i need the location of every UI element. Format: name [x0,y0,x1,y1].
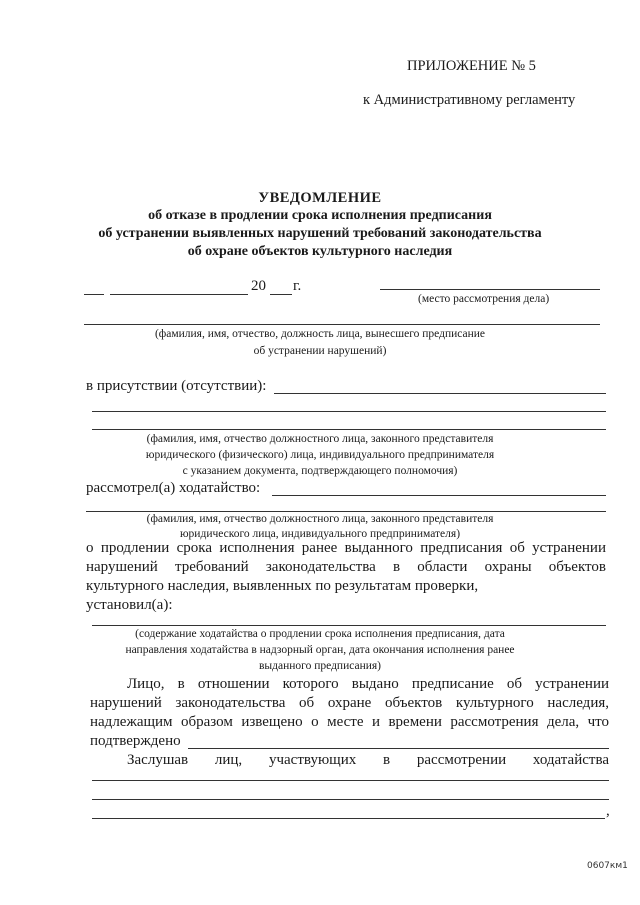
notice-line-2: нарушений законодательства об охране объектов культурного наследия, [90,695,609,711]
extension-line-4: установил(а): [86,597,173,613]
presence-label: в присутствии (отсутствии): [86,378,267,394]
petition-caption-2: юридического лица, индивидуального предпринимателя) [179,528,461,540]
extension-caption-1: (содержание ходатайства о продлении срока исполнения предписания, дата [135,628,505,640]
hearing-line-4[interactable] [92,818,605,819]
extension-caption-2: направления ходатайства в надзорный орган, дата окончания исполнения ранее [125,644,515,656]
official-caption-2: об устранении нарушений) [253,345,387,357]
extension-line-field[interactable] [92,625,606,626]
petition-label: рассмотрел(а) ходатайство: [86,480,261,496]
extension-line-1: о продлении срока исполнения ранее выданного предписания об устранении [86,540,606,556]
notice-confirmed-label: подтверждено [90,733,181,749]
date-year-suffix: г. [293,278,302,294]
extension-caption-3: выданного предписания) [258,660,382,672]
regulation-reference: к Административному регламенту [363,92,576,108]
hearing-comma: , [606,803,610,819]
document-title: УВЕДОМЛЕНИЕ [258,190,382,206]
place-caption: (место рассмотрения дела) [418,293,550,305]
place-line[interactable] [380,289,600,290]
hearing-line-2[interactable] [92,780,609,781]
petition-caption-1: (фамилия, имя, отчество должностного лица, законного представителя [146,513,494,525]
title-line-2: об устранении выявленных нарушений требований законодательства [98,226,542,241]
date-day-line[interactable] [84,294,104,295]
title-line-1: об отказе в продлении срока исполнения предписания [148,208,492,223]
presence-line-1[interactable] [274,393,606,394]
notice-line-3: надлежащим образом извещено о месте и времени рассмотрения дела, что [90,714,609,730]
official-line[interactable] [84,324,600,325]
date-year-prefix: 20 [251,278,266,294]
title-line-3: об охране объектов культурного наследия [187,244,453,259]
official-caption-1: (фамилия, имя, отчество, должность лица, вынесшего предписание [154,328,486,340]
footer-stamp: 0607км1 [587,861,628,871]
presence-line-2[interactable] [92,411,606,412]
hearing-line-1: Заслушав лиц, участвующих в рассмотрении ходатайства [127,752,609,768]
petition-line-2[interactable] [86,511,606,512]
hearing-line-3[interactable] [92,799,609,800]
notice-line-1: Лицо, в отношении которого выдано предписание об устранении [127,676,609,692]
presence-caption-1: (фамилия, имя, отчество должностного лица, законного представителя [146,433,494,445]
extension-line-3: культурного наследия, выявленных по результатам проверки, [86,578,479,594]
appendix-number: ПРИЛОЖЕНИЕ № 5 [407,58,536,74]
extension-line-2: нарушений требований законодательства в области охраны объектов [86,559,606,575]
date-month-line[interactable] [110,294,248,295]
presence-line-3[interactable] [92,429,606,430]
petition-line-1[interactable] [272,495,606,496]
notice-confirmed-line[interactable] [188,748,609,749]
date-year-line[interactable] [270,294,292,295]
presence-caption-2: юридического (физического) лица, индивидуального предпринимателя [145,449,495,461]
presence-caption-3: с указанием документа, подтверждающего полномочия) [182,465,458,477]
